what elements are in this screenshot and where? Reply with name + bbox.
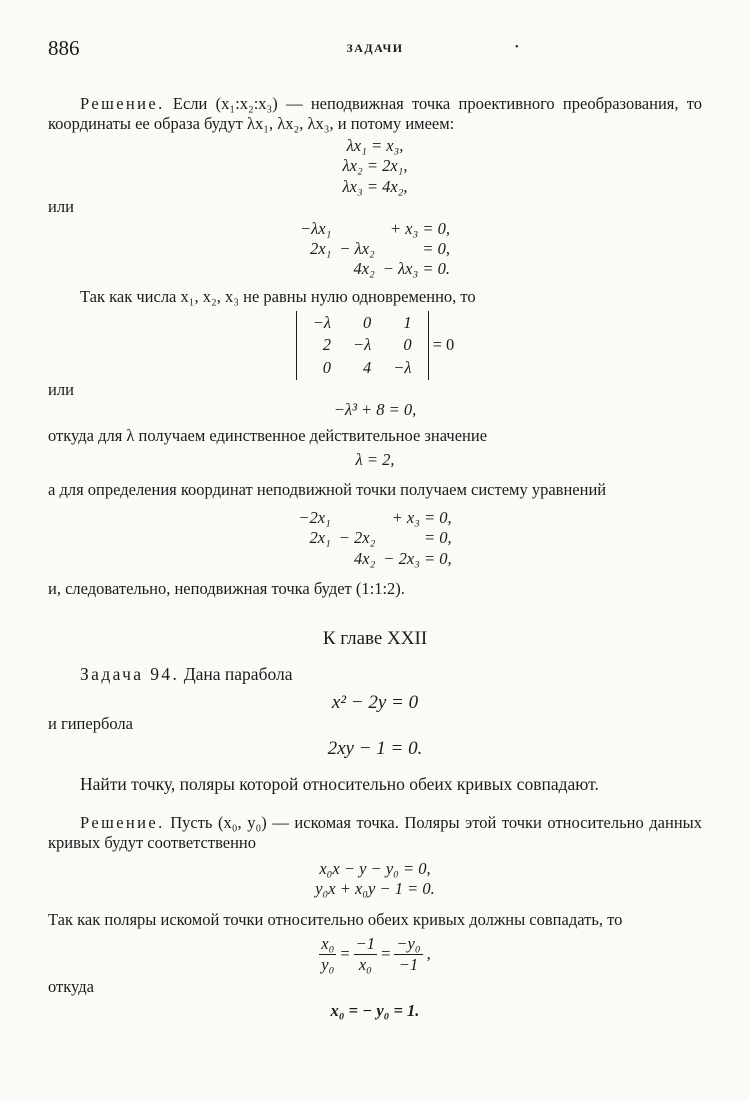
- solution-label: Решение.: [80, 813, 165, 833]
- linear-system-1: [296, 219, 454, 279]
- polar-2: y₀x + x₀y − 1 = 0.: [315, 879, 435, 899]
- characteristic-equation: −λ³ + 8 = 0,: [333, 399, 417, 419]
- final-result: x₀ = − y₀ = 1.: [330, 1001, 420, 1021]
- fraction-2: $\frac{-1}{\text{x₀}}$: [355, 933, 376, 974]
- conclusion-text: и, следовательно, неподвижная точка будет (1:1:2).: [48, 578, 405, 598]
- system-intro: а для определения координат неподвижной точки получаем систему уравнений: [48, 480, 607, 500]
- whence-text: откуда для λ получаем единственное действительное значение: [48, 425, 488, 445]
- equation-3: λx₃ = 4x₂,: [342, 176, 408, 196]
- chapter-heading: К главе XXII: [322, 627, 428, 649]
- system-row: 4x₂ − λx₃ = 0.: [353, 259, 451, 278]
- problem-94-intro: Задача 94. Дана парабола: [80, 663, 293, 684]
- determinant: [48, 311, 702, 379]
- determinant-matrix: −λ 0 1 2 −λ 0 0 4 −λ: [296, 311, 429, 379]
- system-row: 2x₁ − λx₂ = 0,: [310, 238, 451, 258]
- running-title: ЗАДАЧИ: [346, 41, 404, 55]
- equation-1: λx₁ = x₃,: [346, 136, 404, 156]
- coincide-text: Так как поляры искомой точки относительно обеих кривых должны совпадать, то: [48, 909, 623, 929]
- page-header: [48, 36, 702, 62]
- system-row: 4x₂ − 2x₃ = 0,: [354, 548, 452, 568]
- fraction-3: $\frac{\text{−y₀}}{-1}$: [396, 933, 421, 974]
- polar-1: x₀x − y − y₀ = 0,: [319, 859, 431, 879]
- page: [48, 36, 702, 1021]
- or-text-1: или: [48, 196, 74, 216]
- hyperbola-equation: 2xy − 1 = 0.: [327, 737, 423, 759]
- linear-system-2: [294, 508, 455, 568]
- page-number: 886: [48, 36, 80, 60]
- or-text-2: или: [48, 379, 74, 399]
- lambda-value: λ = 2,: [355, 450, 395, 469]
- since-text: Так как числа x₁, x₂, x₃ не равны нулю одновременно, то: [80, 287, 476, 307]
- determinant-rhs: = 0: [432, 335, 455, 355]
- system-row: 2x₁ − 2x₂ = 0,: [309, 528, 452, 548]
- solution-label: Решение.: [80, 94, 165, 113]
- solution-93-intro: Решение. Если (x₁:x₂:x₃) — неподвижная точка проективного преобразования, то координаты ее образа будут λx₁, λx₂, λx₃, и потому имеем:: [48, 94, 703, 134]
- solution-94-intro: Решение. Пусть (x₀, y₀) — искомая точка. Поляры этой точки относительно данных кривых будут соответственно: [48, 813, 702, 853]
- fraction-equation: $\frac{\text{x₀}}{\text{y₀}}$ = $\frac{-1}{\text{x₀}}$ = $\frac{\text{−y₀}}{-1}$ ,: [321, 933, 431, 974]
- problem-label: Задача 94.: [80, 663, 180, 684]
- image-equations: [48, 136, 702, 196]
- polar-equations: [48, 859, 702, 899]
- problem-task: Найти точку, поляры которой относительно обеих кривых совпадают.: [80, 773, 599, 794]
- print-mark: •: [515, 42, 519, 53]
- fraction-1: $\frac{\text{x₀}}{\text{y₀}}$: [321, 933, 335, 974]
- hyperbola-intro: и гипербола: [48, 714, 133, 734]
- whence-text-2: откуда: [48, 976, 94, 996]
- equation-2: λx₂ = 2x₁,: [342, 156, 408, 176]
- system-row: −λx₁ + x₃ = 0,: [299, 218, 451, 238]
- parabola-equation: x² − 2y = 0: [331, 692, 419, 714]
- system-row: −2x₁ + x₃ = 0,: [298, 508, 452, 528]
